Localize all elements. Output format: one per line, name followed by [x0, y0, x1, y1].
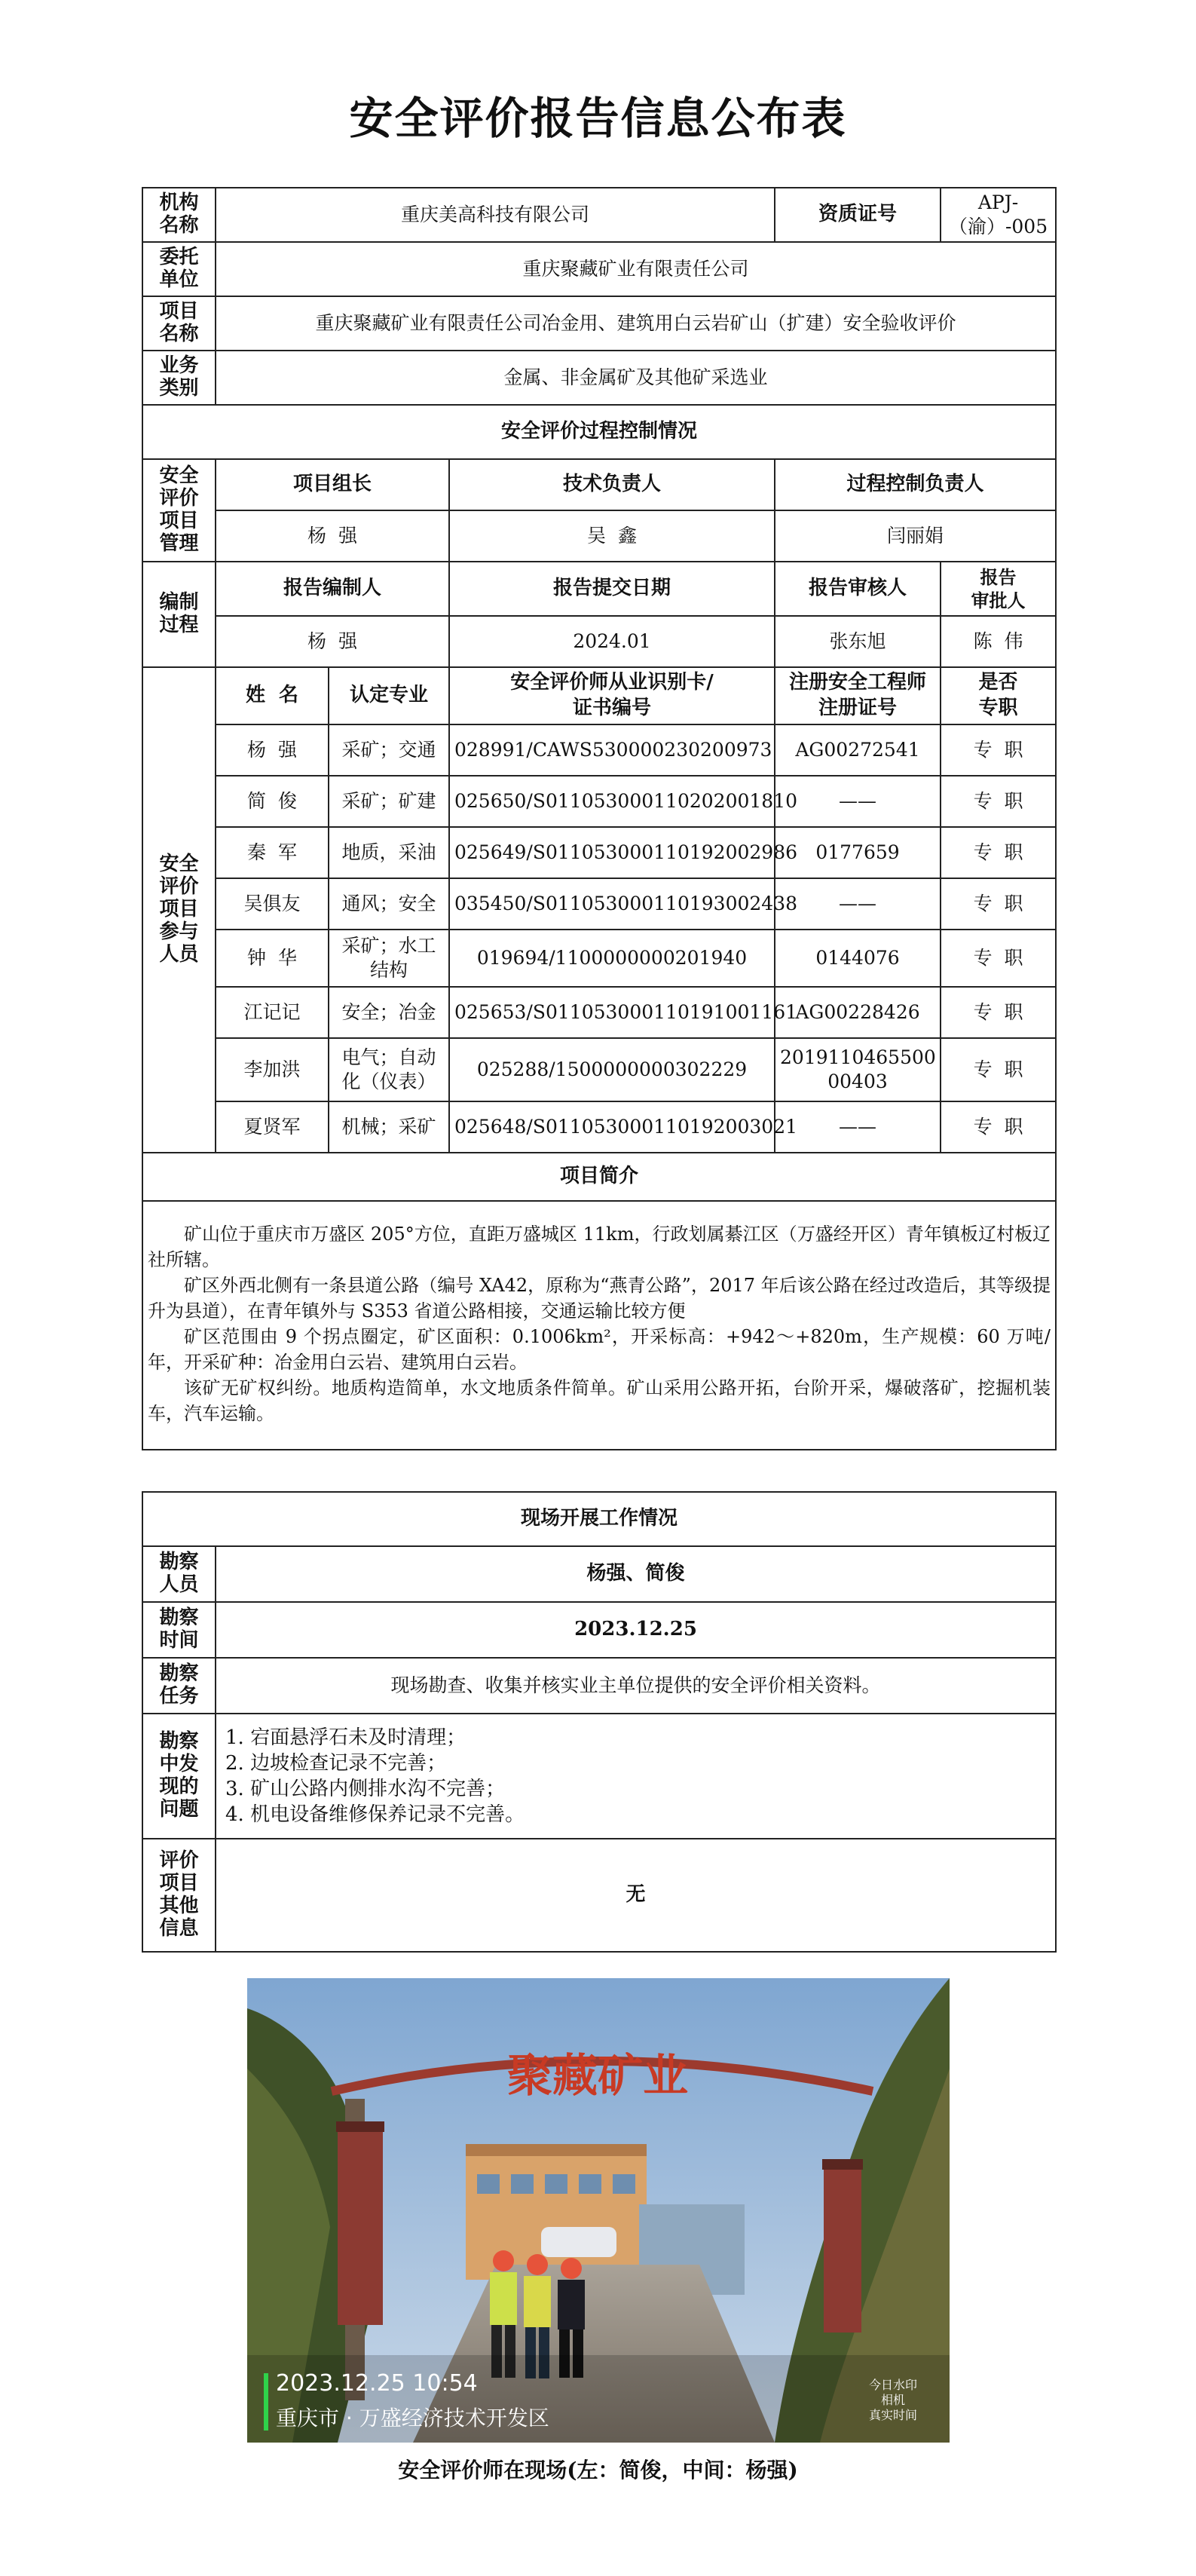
participant-card: 025288/1500000000302229 [449, 1038, 775, 1101]
intro-paragraph: 该矿无矿权纠纷。地质构造简单，水文地质条件简单。矿山采用公路开拓，台阶开采，爆破落矿，挖掘机装车，汽车运输。 [148, 1377, 1051, 1424]
participant-major: 机械；采矿 [329, 1101, 449, 1153]
participant-name: 夏贤军 [216, 1101, 329, 1153]
table-row [142, 776, 1056, 827]
other-value: 无 [216, 1839, 1056, 1952]
card-header: 安全评价师从业识别卡/ 证书编号 [449, 667, 775, 724]
issues-list [216, 1714, 1056, 1839]
task-label: 勘察 任务 [142, 1658, 216, 1714]
tech-header: 技术负责人 [449, 459, 775, 510]
table-row [142, 827, 1056, 878]
client-label: 委托 单位 [142, 242, 216, 296]
other-label: 评价 项目 其他 信息 [142, 1839, 216, 1952]
intro-title: 项目简介 [142, 1153, 1056, 1201]
gate-sign: 聚藏矿业 [507, 2050, 688, 2103]
name-header: 姓 名 [216, 667, 329, 724]
participant-reg: 0144076 [775, 930, 941, 987]
participant-major: 电气；自动 化（仪表） [329, 1038, 449, 1101]
project-label: 项目 名称 [142, 296, 216, 351]
process-section-title: 安全评价过程控制情况 [142, 405, 1056, 459]
participant-fulltime: 专 职 [941, 1038, 1056, 1101]
task-value: 现场勘查、收集并核实业主单位提供的安全评价相关资料。 [216, 1658, 1056, 1714]
participant-name: 杨 强 [216, 724, 329, 776]
table-row [142, 878, 1056, 930]
time-value: 2023.12.25 [216, 1602, 1056, 1658]
participant-major: 采矿；矿建 [329, 776, 449, 827]
issues-label: 勘察 中发 现的 问题 [142, 1714, 216, 1839]
org-label: 机构 名称 [142, 188, 216, 242]
table-row [142, 1101, 1056, 1153]
participant-fulltime: 专 职 [941, 724, 1056, 776]
participant-card: 025653/S011053000110191001161 [449, 987, 775, 1038]
participant-reg: 0177659 [775, 827, 941, 878]
participant-reg: —— [775, 776, 941, 827]
list-item: 2. 边坡检查记录不完善； [225, 1752, 447, 1775]
table-row [142, 1038, 1056, 1101]
participants-label: 安全 评价 项目 参与 人员 [142, 667, 216, 1153]
participant-name: 秦 军 [216, 827, 329, 878]
submit-date-header: 报告提交日期 [449, 562, 775, 616]
watermark-logo: 今日水印 相机 真实时间 [868, 2378, 917, 2422]
intro-body [142, 1201, 1056, 1450]
participant-fulltime: 专 职 [941, 827, 1056, 878]
approver-value: 陈 伟 [941, 616, 1056, 667]
participant-name: 吴俱友 [216, 878, 329, 930]
participant-card: 035450/S011053000110193002438 [449, 878, 775, 930]
compiler-header: 报告编制人 [216, 562, 449, 616]
org-name-text: 重庆美高科技有限公司 [401, 203, 590, 225]
business-value: 金属、非金属矿及其他矿采选业 [216, 351, 1056, 405]
participant-name: 简 俊 [216, 776, 329, 827]
cert-no: APJ-（渝）-005 [941, 188, 1056, 242]
reviewer-value: 张东旭 [775, 616, 941, 667]
participant-major: 采矿；水工 结构 [329, 930, 449, 987]
process-control-value: 闫丽娟 [775, 510, 1056, 562]
participant-name: 江记记 [216, 987, 329, 1038]
table-row [142, 724, 1056, 776]
list-item: 4. 机电设备维修保养记录不完善。 [225, 1803, 525, 1826]
participant-major: 采矿；交通 [329, 724, 449, 776]
cert-label: 资质证号 [775, 188, 941, 242]
business-label: 业务 类别 [142, 351, 216, 405]
participant-reg: AG00228426 [775, 987, 941, 1038]
site-photo [247, 1978, 950, 2443]
management-label: 安全 评价 项目 管理 [142, 459, 216, 562]
list-item: 1. 宕面悬浮石未及时清理； [225, 1726, 466, 1749]
photo-caption: 安全评价师在现场(左：简俊，中间：杨强) [398, 2458, 798, 2483]
reg-header: 注册安全工程师 注册证号 [775, 667, 941, 724]
field-table [142, 1491, 1057, 1953]
field-section-title: 现场开展工作情况 [142, 1492, 1056, 1546]
list-item: 3. 矿山公路内侧排水沟不完善； [225, 1778, 506, 1800]
staff-label: 勘察 人员 [142, 1546, 216, 1602]
participant-fulltime: 专 职 [941, 1101, 1056, 1153]
page-title: 安全评价报告信息公布表 [349, 93, 847, 144]
participant-reg: —— [775, 1101, 941, 1153]
info-table [142, 187, 1057, 1450]
participant-major: 通风；安全 [329, 878, 449, 930]
compiler-value: 杨 强 [216, 616, 449, 667]
participant-card: 028991/CAWS530000230200973 [449, 724, 775, 776]
org-name [216, 188, 775, 242]
participant-card: 025650/S011053000110202001810 [449, 776, 775, 827]
intro-paragraph: 矿区外西北侧有一条县道公路（编号 XA42，原称为“燕青公路”，2017 年后该公路在经过改造后，其等级提升为县道），在青年镇外与 S353 省道公路相接，交通运输比较方便 [148, 1275, 1051, 1322]
photo-timestamp: 2023.12.25 10:54 [276, 2370, 478, 2397]
major-header: 认定专业 [329, 667, 449, 724]
participant-card: 025649/S011053000110192002986 [449, 827, 775, 878]
leader-header: 项目组长 [216, 459, 449, 510]
participant-fulltime: 专 职 [941, 930, 1056, 987]
approver-header: 报告 审批人 [941, 562, 1056, 616]
intro-paragraph: 矿区范围由 9 个拐点圈定，矿区面积：0.1006km²，开采标高：+942～+820m，生产规模：60 万吨/年，开采矿种：冶金用白云岩、建筑用白云岩。 [148, 1326, 1051, 1373]
participant-name: 李加洪 [216, 1038, 329, 1101]
leader-value: 杨 强 [216, 510, 449, 562]
process-control-header: 过程控制负责人 [775, 459, 1056, 510]
participant-card: 019694/1100000000201940 [449, 930, 775, 987]
participant-fulltime: 专 职 [941, 987, 1056, 1038]
participant-name: 钟 华 [216, 930, 329, 987]
participant-reg: AG00272541 [775, 724, 941, 776]
staff-value: 杨强、简俊 [216, 1546, 1056, 1602]
time-label: 勘察 时间 [142, 1602, 216, 1658]
fulltime-header: 是否 专职 [941, 667, 1056, 724]
participant-fulltime: 专 职 [941, 776, 1056, 827]
submit-date-value: 2024.01 [449, 616, 775, 667]
participant-reg: —— [775, 878, 941, 930]
participant-fulltime: 专 职 [941, 878, 1056, 930]
client-value: 重庆聚藏矿业有限责任公司 [216, 242, 1056, 296]
participant-major: 地质，采油 [329, 827, 449, 878]
reviewer-header: 报告审核人 [775, 562, 941, 616]
timestamp-bar [264, 2373, 268, 2431]
photo-location: 重庆市 · 万盛经济技术开发区 [276, 2406, 549, 2431]
project-value: 重庆聚藏矿业有限责任公司冶金用、建筑用白云岩矿山（扩建）安全验收评价 [216, 296, 1056, 351]
participant-major: 安全；冶金 [329, 987, 449, 1038]
participant-card: 025648/S011053000110192003021 [449, 1101, 775, 1153]
tech-value: 吴 鑫 [449, 510, 775, 562]
compile-label: 编制 过程 [142, 562, 216, 667]
table-row [142, 987, 1056, 1038]
table-row [142, 930, 1056, 987]
intro-paragraph: 矿山位于重庆市万盛区 205°方位，直距万盛城区 11km，行政划属綦江区（万盛经开区）青年镇板辽村板辽社所辖。 [148, 1224, 1051, 1270]
participant-reg: 2019110465500 00403 [775, 1038, 941, 1101]
